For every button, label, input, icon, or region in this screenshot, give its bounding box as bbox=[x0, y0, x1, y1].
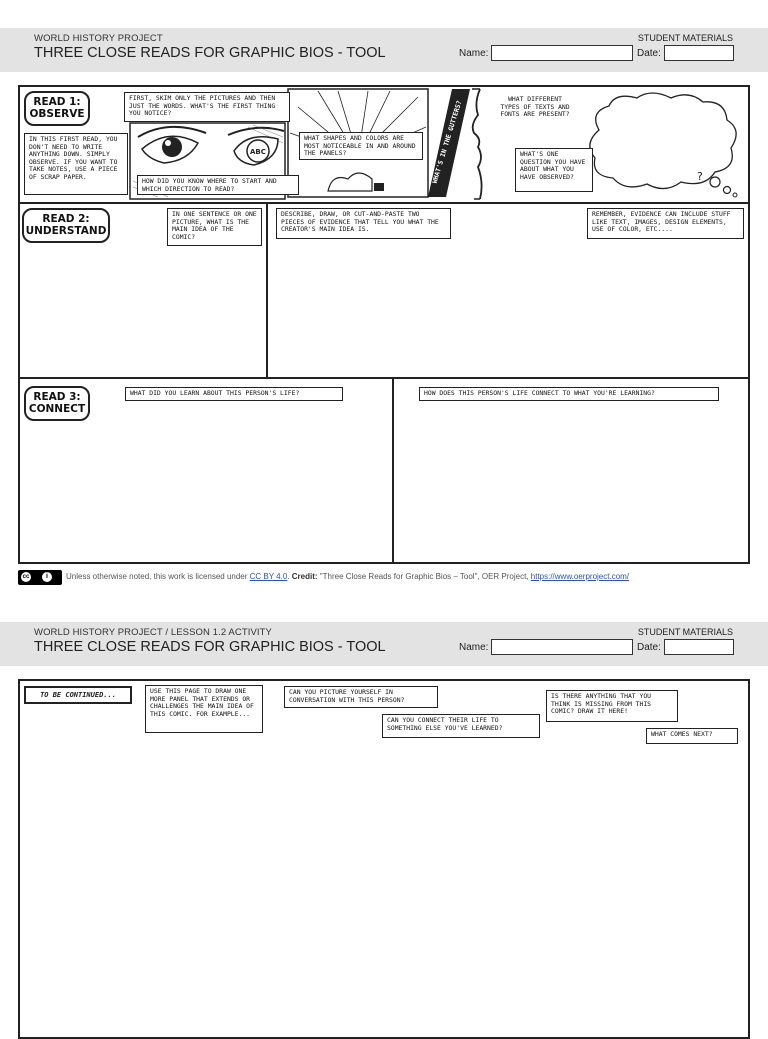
read1-texts-caption: WHAT DIFFERENT TYPES OF TEXTS AND FONTS ARE PRESENT? bbox=[500, 95, 570, 119]
read1-badge bbox=[24, 91, 90, 126]
cc-icon: cc bbox=[22, 574, 30, 580]
page2-picture-caption: CAN YOU PICTURE YOURSELF IN CONVERSATION WITH THIS PERSON? bbox=[284, 686, 438, 708]
read2-remember-caption: REMEMBER, EVIDENCE CAN INCLUDE STUFF LIKE TEXT, IMAGES, DESIGN ELEMENTS, USE OF COLOR, ETC.... bbox=[587, 208, 744, 239]
divider-read2-read3 bbox=[18, 377, 750, 379]
page2-student-materials: STUDENT MATERIALS bbox=[637, 627, 733, 637]
page1-title: THREE CLOSE READS FOR GRAPHIC BIOS - TOOL bbox=[34, 45, 386, 61]
license-link[interactable]: CC BY 4.0 bbox=[249, 572, 288, 581]
credit-text: "Three Close Reads for Graphic Bios – Tool", OER Project, bbox=[319, 572, 529, 581]
cc-by-badge[interactable] bbox=[18, 570, 62, 585]
license-footer bbox=[18, 570, 758, 586]
to-be-continued-label: TO BE CONTINUED... bbox=[24, 686, 132, 704]
divider-read1-read2 bbox=[18, 202, 750, 204]
license-prefix: Unless otherwise noted, this work is licensed under bbox=[66, 572, 248, 581]
page2-missing-caption: IS THERE ANYTHING THAT YOU THINK IS MISSING FROM THIS COMIC? DRAW IT HERE! bbox=[546, 690, 678, 722]
page1-overline: WORLD HISTORY PROJECT bbox=[34, 33, 163, 44]
page2-name-label: Name: bbox=[459, 642, 489, 653]
read2-badge bbox=[22, 208, 110, 243]
read1-question-caption: WHAT'S ONE QUESTION YOU HAVE ABOUT WHAT YOU HAVE OBSERVED? bbox=[515, 148, 593, 192]
page2-date-field[interactable] bbox=[664, 639, 734, 655]
page2-name-field[interactable] bbox=[491, 639, 633, 655]
read3-connect-caption: HOW DOES THIS PERSON'S LIFE CONNECT TO WHAT YOU'RE LEARNING? bbox=[419, 387, 719, 401]
read2-describe-caption: DESCRIBE, DRAW, OR CUT-AND-PASTE TWO PIECES OF EVIDENCE THAT TELL YOU WHAT THE CREATOR'S MAIN IDEA IS. bbox=[276, 208, 451, 239]
question-mark-icon: ? bbox=[697, 170, 703, 183]
thought-bubble-icon bbox=[585, 90, 747, 198]
page1-date-field[interactable] bbox=[664, 45, 734, 61]
page2-connect-caption: CAN YOU CONNECT THEIR LIFE TO SOMETHING ELSE YOU'VE LEARNED? bbox=[382, 714, 540, 738]
read2-badge-line2: UNDERSTAND bbox=[25, 225, 107, 237]
read1-badge-line2: OBSERVE bbox=[29, 108, 85, 120]
read1-shapes-caption: WHAT SHAPES AND COLORS ARE MOST NOTICEABLE IN AND AROUND THE PANELS? bbox=[299, 132, 423, 160]
page1-date-label: Date: bbox=[637, 48, 661, 59]
page2-date-label: Date: bbox=[637, 642, 661, 653]
by-person-icon: i bbox=[42, 572, 52, 582]
eye-reflection-label: ABC bbox=[250, 148, 266, 156]
divider-read3-columns bbox=[392, 377, 394, 564]
read1-badge-line1: READ 1: bbox=[33, 96, 81, 108]
read3-learn-caption: WHAT DID YOU LEARN ABOUT THIS PERSON'S LIFE? bbox=[125, 387, 343, 401]
divider-read2-columns bbox=[266, 202, 268, 379]
oer-project-link[interactable]: https://www.oerproject.com/ bbox=[530, 572, 630, 581]
read1-where-start-caption: HOW DID YOU KNOW WHERE TO START AND WHICH DIRECTION TO READ? bbox=[137, 175, 299, 195]
read3-badge-line2: CONNECT bbox=[28, 403, 86, 415]
read2-badge-line1: READ 2: bbox=[42, 213, 90, 225]
read2-one-sentence-caption: IN ONE SENTENCE OR ONE PICTURE, WHAT IS THE MAIN IDEA OF THE COMIC? bbox=[167, 208, 262, 246]
read1-skim-caption: FIRST, SKIM ONLY THE PICTURES AND THEN JUST THE WORDS. WHAT'S THE FIRST THING YOU NOTICE? bbox=[124, 92, 290, 122]
read3-badge-line1: READ 3: bbox=[33, 391, 81, 403]
page1-header bbox=[0, 28, 768, 72]
page2-next-caption: WHAT COMES NEXT? bbox=[646, 728, 738, 744]
license-text: Unless otherwise noted, this work is licensed under CC BY 4.0. Credit: "Three Close Reads for Graphic Bios – Tool", OER Project, https://www.oerproject.com/ bbox=[66, 572, 630, 581]
read1-intro-caption: IN THIS FIRST READ, YOU DON'T NEED TO WRITE ANYTHING DOWN. SIMPLY OBSERVE. IF YOU WANT TO TAKE NOTES, USE A PIECE OF SCRAP PAPER. bbox=[24, 133, 128, 195]
read3-badge bbox=[24, 386, 90, 421]
page2-header bbox=[0, 622, 768, 666]
credit-label: Credit: bbox=[291, 572, 318, 581]
gutters-label: WHAT'S IN THE GUTTERS? bbox=[430, 99, 464, 185]
page1-student-materials: STUDENT MATERIALS bbox=[637, 33, 733, 43]
page2-title: THREE CLOSE READS FOR GRAPHIC BIOS - TOOL bbox=[34, 639, 386, 655]
page2-draw-caption: USE THIS PAGE TO DRAW ONE MORE PANEL THAT EXTENDS OR CHALLENGES THE MAIN IDEA OF THIS COMIC. FOR EXAMPLE... bbox=[145, 685, 263, 733]
page1-name-field[interactable] bbox=[491, 45, 633, 61]
page2-overline: WORLD HISTORY PROJECT / LESSON 1.2 ACTIVITY bbox=[34, 627, 272, 638]
page1-name-label: Name: bbox=[459, 48, 489, 59]
